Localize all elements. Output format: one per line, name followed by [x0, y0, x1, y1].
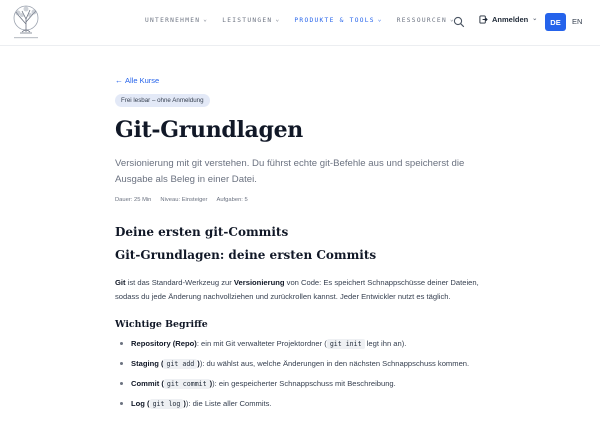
login-button[interactable]	[479, 15, 537, 24]
term-versionierung: Versionierung	[233, 278, 285, 287]
term-text: legt ihn an).	[364, 339, 407, 348]
term-label: Log (	[131, 399, 150, 408]
chevron-down-icon: ⌄	[203, 16, 209, 23]
page-title: Git-Grundlagen	[115, 117, 303, 143]
access-badge: Frei lesbar – ohne Anmeldung	[115, 94, 210, 107]
language-de-button[interactable]: DE	[545, 13, 566, 31]
nav-item-ressourcen[interactable]	[397, 17, 455, 24]
arrow-left-icon: ←	[115, 76, 123, 85]
list-item	[115, 377, 495, 391]
intro-text: ist das Standard-Werkzeug zur	[125, 278, 234, 287]
nav-label: LEISTUNGEN	[222, 17, 273, 24]
section-title: Deine ersten git-Commits	[115, 225, 289, 239]
list-item	[115, 397, 495, 411]
nav-label: UNTERNEHMEN	[145, 17, 201, 24]
term-text: ): die Liste aller Commits.	[185, 399, 272, 408]
chevron-down-icon: ⌄	[275, 16, 281, 23]
lesson-intro	[115, 276, 495, 304]
term-text: : ein mit Git verwalteter Projektordner (	[196, 339, 327, 348]
course-meta	[115, 197, 495, 203]
meta-level: Niveau: Einsteiger	[160, 197, 208, 203]
chevron-down-icon: ⌄	[377, 16, 383, 23]
inline-code: git log	[150, 399, 184, 409]
nav-item-produkte-tools[interactable]	[294, 17, 382, 24]
term-label: Staging (	[131, 359, 164, 368]
back-link-label: Alle Kurse	[125, 76, 160, 85]
nav-item-unternehmen[interactable]	[145, 17, 208, 24]
login-icon	[479, 15, 488, 24]
term-label: Commit (	[131, 379, 164, 388]
nav-label: PRODUKTE & TOOLS	[294, 17, 375, 24]
chevron-down-icon: ⌄	[532, 16, 538, 22]
tree-logo-icon[interactable]	[8, 4, 44, 42]
terms-list	[115, 337, 495, 411]
login-label: Anmelden	[492, 15, 529, 24]
nav-label: RESSOURCEN	[396, 17, 447, 24]
lesson-heading: Git-Grundlagen: deine ersten Commits	[115, 248, 377, 262]
term-text: ): du wählst aus, welche Änderungen in den nächsten Schnappschuss kommen.	[199, 359, 470, 368]
terms-heading: Wichtige Begriffe	[115, 319, 208, 330]
list-item	[115, 337, 495, 351]
meta-duration: Dauer: 25 Min	[115, 197, 152, 203]
inline-code: git add	[163, 359, 197, 369]
term-git: Git	[115, 278, 126, 287]
site-header	[0, 0, 600, 46]
term-label: )	[209, 379, 213, 388]
list-item	[115, 357, 495, 371]
course-subtitle: Versionierung mit git verstehen. Du führst echte git-Befehle aus und speicherst die Ausgabe als Beleg in einer Datei.	[115, 158, 465, 185]
course-content	[115, 76, 495, 417]
main-nav	[145, 17, 469, 24]
term-text: ): ein gespeicherter Schnappschuss mit Beschreibung.	[212, 379, 396, 388]
term-label: )	[183, 399, 186, 408]
back-to-courses-link[interactable]	[115, 76, 495, 85]
term-label: Repository (Repo)	[131, 339, 197, 348]
inline-code: git init	[327, 339, 365, 349]
nav-item-leistungen[interactable]	[222, 17, 280, 24]
intro-text: von Code: Es speichert Schnappschüsse deiner Dateien, sodass du jede Änderung nachvollziehen und zurückrollen kannst. Jeder Entwickler nutzt es täglich.	[115, 278, 479, 301]
meta-tasks: Aufgaben: 5	[216, 197, 248, 203]
inline-code: git commit	[164, 379, 210, 389]
term-label: )	[197, 359, 200, 368]
language-en-button[interactable]: EN	[572, 17, 583, 26]
search-icon[interactable]	[453, 16, 465, 28]
chevron-down-icon: ⌄	[449, 16, 455, 23]
